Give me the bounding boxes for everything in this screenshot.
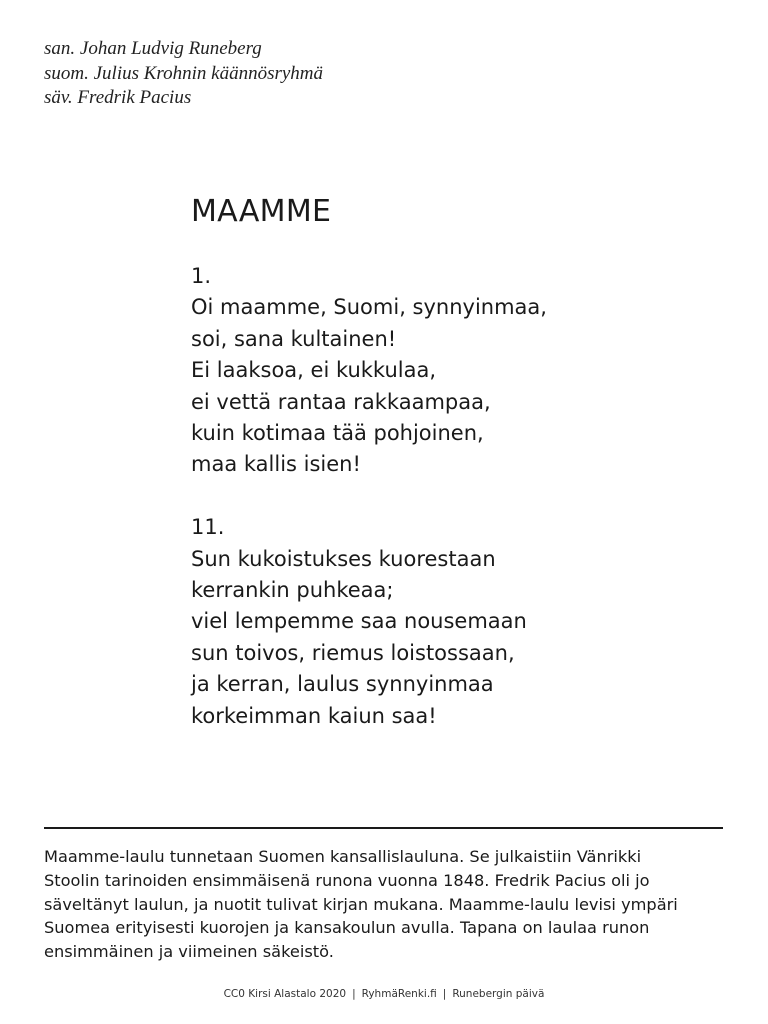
- verse-line: kuin kotimaa tää pohjoinen,: [191, 421, 484, 446]
- footer-separator: |: [442, 988, 447, 1000]
- verse-line: ja kerran, laulus synnyinmaa: [191, 672, 494, 697]
- credits: [44, 37, 323, 111]
- verse-line: Sun kukoistukses kuorestaan: [191, 546, 496, 571]
- verse-number: 1.: [191, 264, 212, 288]
- verse-line: sun toivos, riemus loistossaan,: [191, 640, 515, 665]
- verse-line: kerrankin puhkeaa;: [191, 578, 394, 603]
- song: [191, 192, 711, 732]
- footer-license: CC0 Kirsi Alastalo 2020: [223, 988, 347, 1000]
- verse-line: Oi maamme, Suomi, synnyinmaa,: [191, 295, 547, 320]
- footer-occasion: Runebergin päivä: [452, 988, 545, 1000]
- verse-line: ei vettä rantaa rakkaampaa,: [191, 389, 491, 414]
- verse-line: maa kallis isien!: [191, 452, 361, 477]
- footer-site: RyhmäRenki.fi: [361, 988, 437, 1000]
- translator-credit: suom. Julius Krohnin käännösryhmä: [44, 62, 324, 84]
- divider: [44, 827, 723, 829]
- footer-separator: |: [352, 988, 356, 1000]
- info-line: Suomea erityisesti kuorojen ja kansakoulun avulla. Tapana on laulaa runon: [44, 918, 650, 938]
- verse: [191, 512, 711, 732]
- verse: [191, 261, 711, 481]
- info-line: säveltänyt laulun, ja nuotit tulivat kirjan mukana. Maamme-laulu levisi ympäri: [44, 894, 678, 914]
- lyricist-credit: san. Johan Ludvig Runeberg: [44, 38, 262, 59]
- footer: [0, 987, 768, 1001]
- verse-line: viel lempemme saa nousemaan: [191, 609, 527, 634]
- composer-credit: säv. Fredrik Pacius: [44, 87, 192, 108]
- verse-number: 11.: [191, 515, 225, 540]
- info-line: Maamme-laulu tunnetaan Suomen kansallislauluna. Se julkaistiin Vänrikki: [44, 847, 642, 866]
- verse-line: korkeimman kaiun saa!: [191, 703, 437, 728]
- info-paragraph: [44, 845, 724, 964]
- info-line: Stoolin tarinoiden ensimmäisenä runona vuonna 1848. Fredrik Pacius oli jo: [44, 870, 650, 890]
- info-line: ensimmäinen ja viimeinen säkeistö.: [44, 942, 334, 962]
- verse-line: soi, sana kultainen!: [191, 326, 397, 351]
- verse-line: Ei laaksoa, ei kukkulaa,: [191, 358, 437, 383]
- song-title: MAAMME: [191, 194, 332, 229]
